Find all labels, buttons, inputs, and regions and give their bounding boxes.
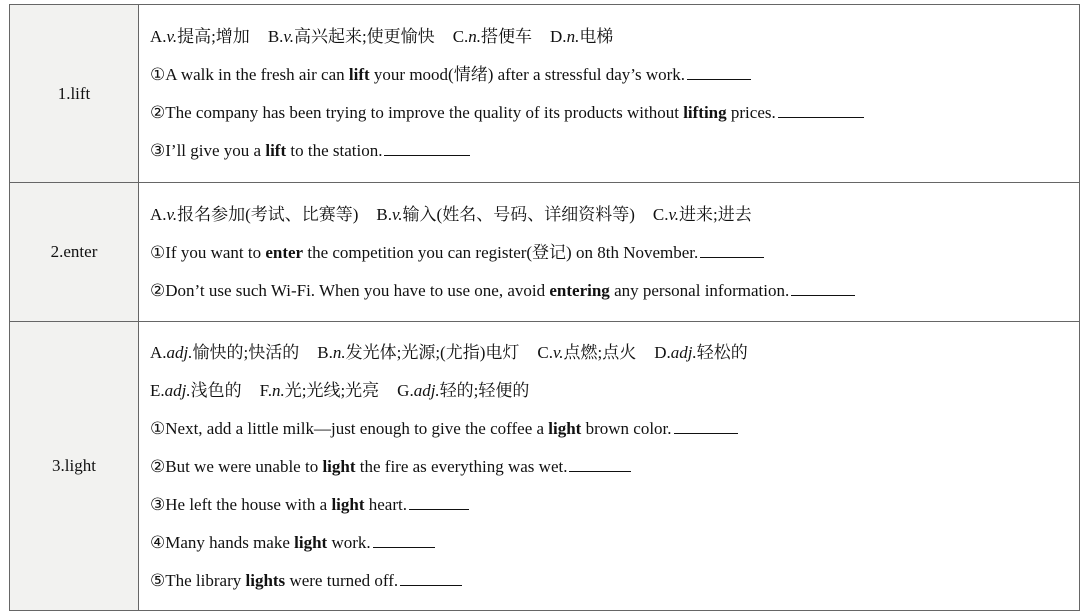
- sentence-text-before: I’ll give you a: [165, 141, 266, 160]
- sentence-number: ②: [150, 456, 166, 476]
- target-word: lift: [348, 65, 370, 84]
- target-word: light: [548, 418, 582, 438]
- option-meaning: 电梯: [579, 27, 614, 46]
- sentence-text-before: Next, add a little milk—just enough to give the coffee a: [165, 418, 549, 438]
- option-meaning: 浅色的: [190, 380, 242, 400]
- sentence-text-after: your mood(情绪) after a stressful day’s work.: [369, 65, 686, 84]
- option-letter: E.: [150, 380, 165, 400]
- sentence-text-before: A walk in the fresh air can: [165, 65, 349, 84]
- sentence-number: ⑤: [150, 570, 166, 590]
- option-letter: D.: [550, 27, 567, 46]
- vocab-entry: [139, 5, 1080, 183]
- vocabulary-table: [9, 4, 1080, 611]
- example-sentence: [150, 492, 1079, 517]
- sentence-text-after: prices.: [726, 103, 776, 122]
- option-meaning: 提高;增加: [177, 27, 250, 46]
- part-of-speech: adj.: [670, 342, 697, 362]
- target-word: entering: [549, 280, 610, 300]
- option-letter: F.: [259, 380, 272, 400]
- option-letter: A.: [150, 204, 167, 224]
- sentence-number: ③: [150, 141, 166, 160]
- option-meaning: 光;光线;光亮: [284, 380, 380, 400]
- meaning-options-line: [150, 340, 1079, 365]
- target-word: enter: [265, 242, 304, 262]
- option-letter: B.: [317, 342, 333, 362]
- option-meaning: 轻松的: [696, 342, 748, 362]
- answer-blank[interactable]: [409, 493, 469, 510]
- meaning-option: [550, 27, 613, 46]
- vocab-word: 1.lift: [10, 5, 139, 183]
- meaning-option: [654, 343, 748, 362]
- target-word: lights: [245, 570, 286, 590]
- option-meaning: 高兴起来;使更愉快: [293, 27, 435, 46]
- sentence-text-after: to the station.: [286, 141, 383, 160]
- option-meaning: 搭便车: [481, 27, 533, 46]
- option-letter: A.: [150, 342, 167, 362]
- option-meaning: 愉快的;快活的: [192, 342, 300, 362]
- vocab-word: 2.enter: [10, 183, 139, 322]
- answer-blank[interactable]: [687, 63, 751, 80]
- answer-blank[interactable]: [373, 531, 435, 548]
- option-letter: B.: [267, 27, 284, 46]
- sentence-text-before: But we were unable to: [165, 456, 323, 476]
- sentence-number: ③: [150, 494, 166, 514]
- answer-blank[interactable]: [400, 569, 462, 586]
- vocab-entry: [139, 322, 1080, 611]
- answer-blank[interactable]: [791, 279, 855, 296]
- option-meaning: 点燃;点火: [563, 342, 637, 362]
- meaning-options-line: [150, 24, 1079, 49]
- sentence-text-after: heart.: [364, 494, 407, 514]
- option-meaning: 轻的;轻便的: [439, 380, 530, 400]
- sentence-text-after: were turned off.: [285, 570, 399, 590]
- option-meaning: 输入(姓名、号码、详细资料等): [402, 204, 635, 224]
- meaning-option: [317, 343, 519, 362]
- meaning-options-line: [150, 202, 1079, 227]
- target-word: light: [322, 456, 356, 476]
- answer-blank[interactable]: [569, 455, 631, 472]
- sentence-text-after: work.: [327, 532, 371, 552]
- target-word: lifting: [683, 103, 727, 122]
- option-letter: B.: [376, 204, 392, 224]
- vocab-entry: [139, 183, 1080, 322]
- sentence-text-before: He left the house with a: [165, 494, 332, 514]
- part-of-speech: v.: [392, 204, 403, 224]
- meaning-option: [150, 205, 358, 224]
- answer-blank[interactable]: [778, 101, 864, 118]
- example-sentence: [150, 62, 1079, 87]
- answer-blank[interactable]: [674, 417, 738, 434]
- option-letter: C.: [652, 204, 669, 224]
- meaning-option: [260, 381, 380, 400]
- sentence-text-after: the competition you can register(登记) on 8th November.: [303, 242, 699, 262]
- option-meaning: 发光体;光源;(尤指)电灯: [345, 342, 520, 362]
- option-letter: D.: [654, 342, 671, 362]
- meaning-option: [397, 381, 529, 400]
- part-of-speech: adj.: [166, 342, 193, 362]
- part-of-speech: n.: [566, 27, 580, 46]
- example-sentence: [150, 240, 1079, 265]
- meaning-option: [376, 205, 634, 224]
- example-sentence: [150, 138, 1079, 163]
- meaning-option: [453, 27, 532, 46]
- example-sentence: [150, 100, 1079, 125]
- part-of-speech: v.: [166, 27, 178, 46]
- sentence-text-before: Many hands make: [165, 532, 295, 552]
- part-of-speech: n.: [271, 380, 285, 400]
- sentence-number: ①: [150, 65, 166, 84]
- meaning-options-line: [150, 378, 1079, 403]
- option-letter: A.: [150, 27, 167, 46]
- sentence-number: ④: [150, 532, 166, 552]
- sentence-number: ②: [150, 103, 166, 122]
- part-of-speech: adj.: [164, 380, 191, 400]
- sentence-text-before: The company has been trying to improve the quality of its products without: [165, 103, 684, 122]
- example-sentence: [150, 278, 1079, 303]
- target-word: lift: [265, 141, 287, 160]
- part-of-speech: n.: [332, 342, 346, 362]
- option-meaning: 报名参加(考试、比赛等): [177, 204, 359, 224]
- target-word: light: [294, 532, 328, 552]
- meaning-option: [537, 343, 636, 362]
- sentence-number: ①: [150, 418, 166, 438]
- meaning-option: [268, 27, 435, 46]
- option-meaning: 进来;进去: [679, 204, 752, 224]
- sentence-text-before: If you want to: [165, 242, 266, 262]
- meaning-option: [653, 205, 752, 224]
- option-letter: C.: [537, 342, 553, 362]
- sentence-text-after: any personal information.: [609, 280, 790, 300]
- part-of-speech: v.: [552, 342, 564, 362]
- example-sentence: [150, 568, 1079, 593]
- meaning-option: [150, 343, 299, 362]
- sentence-text-before: The library: [165, 570, 246, 590]
- vocab-row: [10, 5, 1080, 183]
- sentence-number: ②: [150, 280, 166, 300]
- example-sentence: [150, 416, 1079, 441]
- part-of-speech: v.: [668, 204, 680, 224]
- meaning-option: [150, 381, 242, 400]
- sentence-text-before: Don’t use such Wi-Fi. When you have to use one, avoid: [165, 280, 550, 300]
- sentence-text-after: brown color.: [581, 418, 672, 438]
- part-of-speech: adj.: [413, 380, 440, 400]
- vocab-row: [10, 322, 1080, 611]
- sentence-text-after: the fire as everything was wet.: [355, 456, 568, 476]
- vocab-row: [10, 183, 1080, 322]
- part-of-speech: v.: [166, 204, 178, 224]
- part-of-speech: n.: [468, 27, 482, 46]
- target-word: light: [331, 494, 365, 514]
- example-sentence: [150, 530, 1079, 555]
- meaning-option: [150, 27, 250, 46]
- option-letter: C.: [452, 27, 469, 46]
- vocab-word: 3.light: [10, 322, 139, 611]
- answer-blank[interactable]: [700, 241, 764, 258]
- answer-blank[interactable]: [384, 139, 470, 156]
- sentence-number: ①: [150, 242, 166, 262]
- option-letter: G.: [397, 380, 414, 400]
- part-of-speech: v.: [283, 27, 294, 46]
- example-sentence: [150, 454, 1079, 479]
